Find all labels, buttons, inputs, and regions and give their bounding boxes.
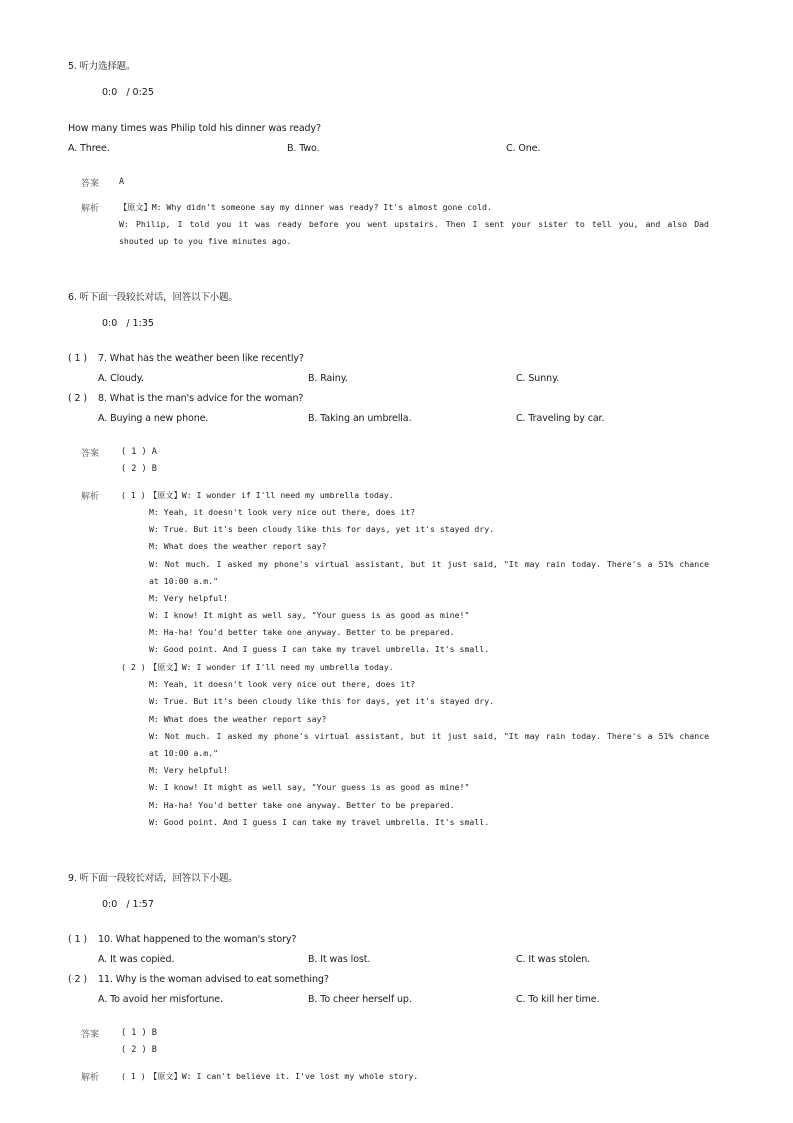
audio-current-time: 0:0 <box>102 87 118 98</box>
question-6-title: 6. 听下面一段较长对话，回答以下小题。 <box>68 292 238 303</box>
audio-total-time: / 1:57 <box>126 899 154 910</box>
sub-question-number: ( 2 ) <box>68 974 87 985</box>
sub-question-number: ( 1 ) <box>68 353 87 364</box>
analysis-line: W: Not much. I asked my phone's virtual assistant, but it just said, "It may rain today. There's a 51% chance <box>149 731 709 741</box>
audio-total-time: / 0:25 <box>126 87 154 98</box>
option-b[interactable]: B. To cheer herself up. <box>308 994 412 1005</box>
sub-question-stem: 8. What is the man's advice for the woman? <box>98 393 304 404</box>
analysis-line: M: Ha-ha! You'd better take one anyway. Better to be prepared. <box>149 800 455 810</box>
analysis-line: W: Philip, I told you it was ready before you went upstairs. Then I sent your sister to tell you, and also Dad <box>119 219 709 229</box>
analysis-label: 解析 <box>81 492 100 502</box>
option-a[interactable]: A. To avoid her misfortune. <box>98 994 223 1005</box>
audio-current-time: 0:0 <box>102 318 118 329</box>
answer-label: 答案 <box>81 1030 100 1040</box>
audio-total-time: / 1:35 <box>126 318 154 329</box>
analysis-line: W: Good point. And I guess I can take my travel umbrella. It's small. <box>149 817 490 827</box>
analysis-label: 解析 <box>81 1073 100 1083</box>
option-b[interactable]: B. Taking an umbrella. <box>308 413 412 424</box>
analysis-line: M: Very helpful! <box>149 765 228 775</box>
analysis-line: M: Yeah, it doesn't look very nice out there, does it? <box>149 507 416 517</box>
answer-label: 答案 <box>81 449 100 459</box>
answer-value: ( 2 ) B <box>121 1045 157 1055</box>
analysis-line: 【原文】W: I wonder if I'll need my umbrella today. <box>149 490 394 500</box>
analysis-line: W: I know! It might as well say, "Your guess is as good as mine!" <box>149 610 470 620</box>
sub-question-number: ( 2 ) <box>68 393 87 404</box>
analysis-line: W: True. But it's been cloudy like this for days, yet it's stayed dry. <box>149 524 495 534</box>
analysis-line: W: Not much. I asked my phone's virtual assistant, but it just said, "It may rain today. There's a 51% chance <box>149 559 709 569</box>
analysis-line: M: Yeah, it doesn't look very nice out there, does it? <box>149 679 416 689</box>
audio-current-time: 0:0 <box>102 899 118 910</box>
sub-question-stem: 11. Why is the woman advised to eat something? <box>98 974 329 985</box>
analysis-line: at 10:00 a.m." <box>149 748 219 758</box>
analysis-line: M: Very helpful! <box>149 593 228 603</box>
analysis-line: 【原文】W: I can't believe it. I've lost my whole story. <box>149 1071 419 1081</box>
analysis-line: W: I know! It might as well say, "Your guess is as good as mine!" <box>149 782 470 792</box>
option-b[interactable]: B. It was lost. <box>308 954 371 965</box>
analysis-line: 【原文】M: Why didn't someone say my dinner was ready? It's almost gone cold. <box>119 202 492 212</box>
answer-value: A <box>119 177 125 187</box>
analysis-label: 解析 <box>81 204 100 214</box>
answer-value: ( 2 ) B <box>121 464 157 474</box>
answer-value: ( 1 ) B <box>121 1028 157 1038</box>
analysis-number: ( 1 ) <box>121 1071 146 1081</box>
audio-player-q5[interactable] <box>102 87 154 98</box>
analysis-line: at 10:00 a.m." <box>149 576 219 586</box>
sub-question-stem: 7. What has the weather been like recently? <box>98 353 304 364</box>
question-9-title: 9. 听下面一段较长对话，回答以下小题。 <box>68 873 238 884</box>
analysis-number: ( 1 ) <box>121 490 146 500</box>
question-5-stem: How many times was Philip told his dinner was ready? <box>68 123 321 134</box>
option-c[interactable]: C. Traveling by car. <box>516 413 605 424</box>
option-a[interactable]: A. It was copied. <box>98 954 175 965</box>
analysis-line: M: Ha-ha! You'd better take one anyway. Better to be prepared. <box>149 627 455 637</box>
sub-question-number: ( 1 ) <box>68 934 87 945</box>
audio-player-q9[interactable] <box>102 899 154 910</box>
option-b[interactable]: B. Rainy. <box>308 373 348 384</box>
audio-player-q6[interactable] <box>102 318 154 329</box>
answer-value: ( 1 ) A <box>121 447 157 457</box>
option-a[interactable]: A. Buying a new phone. <box>98 413 209 424</box>
analysis-line: shouted up to you five minutes ago. <box>119 236 292 246</box>
analysis-line: 【原文】W: I wonder if I'll need my umbrella today. <box>149 662 394 672</box>
option-b[interactable]: B. Two. <box>287 143 320 154</box>
analysis-line: W: Good point. And I guess I can take my travel umbrella. It's small. <box>149 644 490 654</box>
question-5-title: 5. 听力选择题。 <box>68 61 136 72</box>
option-a[interactable]: A. Three. <box>68 143 110 154</box>
sub-question-stem: 10. What happened to the woman's story? <box>98 934 297 945</box>
option-c[interactable]: C. To kill her time. <box>516 994 600 1005</box>
analysis-line: M: What does the weather report say? <box>149 714 327 724</box>
option-a[interactable]: A. Cloudy. <box>98 373 144 384</box>
option-c[interactable]: C. It was stolen. <box>516 954 591 965</box>
option-c[interactable]: C. Sunny. <box>516 373 560 384</box>
answer-label: 答案 <box>81 179 100 189</box>
option-c[interactable]: C. One. <box>506 143 541 154</box>
analysis-line: W: True. But it's been cloudy like this for days, yet it's stayed dry. <box>149 696 495 706</box>
analysis-number: ( 2 ) <box>121 662 146 672</box>
analysis-line: M: What does the weather report say? <box>149 541 327 551</box>
